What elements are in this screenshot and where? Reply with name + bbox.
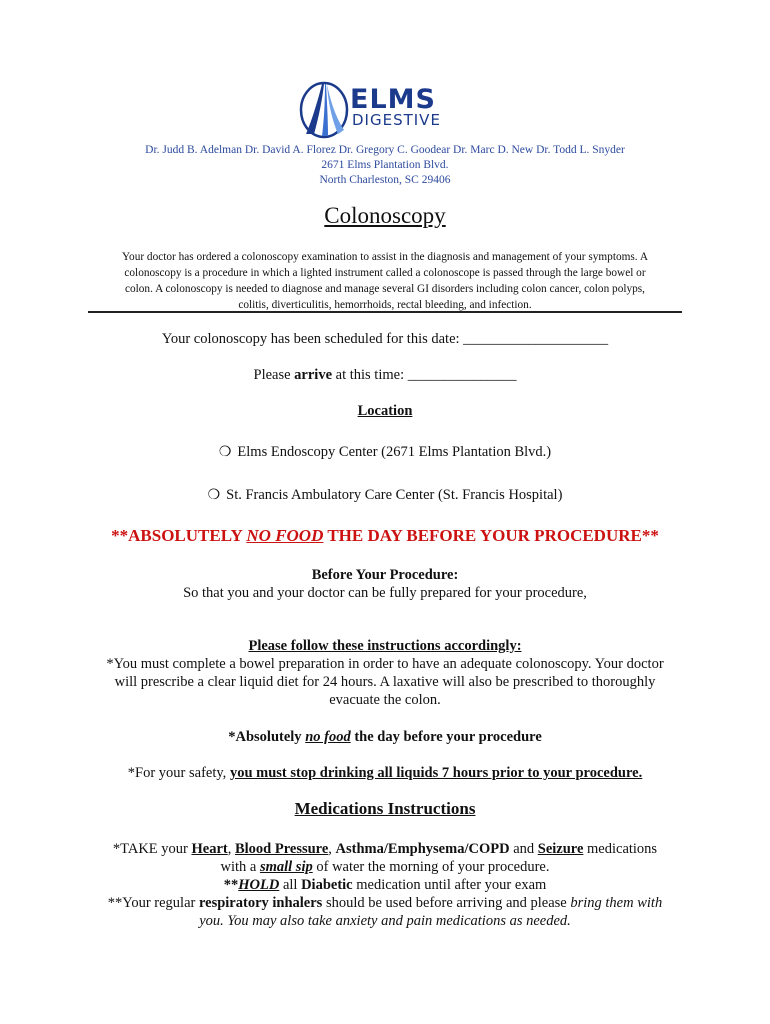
intro-line: colitis, diverticulitis, hemorrhoids, rectal bleeding, and infection. (238, 299, 532, 311)
arrive-pre: Please (253, 367, 295, 383)
address-line-2: North Charleston, SC 29406 (319, 174, 451, 186)
before-heading: Before Your Procedure: (311, 567, 459, 583)
arrive-time-line (0, 367, 770, 384)
logo-swirl-icon (298, 80, 350, 140)
page-title: Colonoscopy (324, 203, 446, 228)
location-option-label: St. Francis Ambulatory Care Center (St. Francis Hospital) (226, 487, 563, 503)
divider (88, 311, 682, 313)
safety-bold: you must stop drinking all liquids 7 hours prior to your procedure. (229, 765, 643, 781)
med-text: with a (220, 859, 260, 875)
med-hold: HOLD (238, 877, 280, 893)
med-diabetic: Diabetic (301, 877, 353, 893)
arrive-post: at this time: _______________ (332, 367, 517, 383)
instruction-line: evacuate the colon. (329, 692, 441, 708)
intro-paragraph (88, 249, 682, 313)
med-text: medication until after your exam (352, 877, 547, 893)
med-text: all (279, 877, 302, 893)
med-text: and (509, 841, 538, 857)
nofood-post: the day before your procedure (350, 729, 542, 745)
warning-post: THE DAY BEFORE YOUR PROCEDURE** (323, 526, 659, 545)
med-text: ** (223, 877, 239, 893)
doctor-list: Dr. Judd B. Adelman Dr. David A. Florez Dr. Gregory C. Goodear Dr. Marc D. New Dr. Todd L. Snyder (145, 144, 625, 156)
nofood-pre: *Absolutely (228, 729, 306, 745)
logo-sub: DIGESTIVE (352, 111, 441, 129)
medications-line-4 (0, 895, 770, 912)
med-asthma: Asthma/Emphysema/COPD (335, 841, 510, 857)
med-bring: bring them with (570, 895, 663, 911)
med-inhalers: respiratory inhalers (198, 895, 323, 911)
elms-digestive-logo (298, 80, 478, 140)
med-text: , (328, 841, 336, 857)
med-seizure: Seizure (537, 841, 584, 857)
intro-line: colonoscopy is a procedure in which a lighted instrument called a colonoscope is passed through the large bowel or (124, 267, 646, 279)
schedule-date-line: Your colonoscopy has been scheduled for this date: ____________________ (161, 331, 609, 347)
medications-line-2 (0, 859, 770, 876)
radio-bullet-icon: ❍ (218, 445, 232, 460)
no-food-warning (0, 526, 770, 546)
address-line-1: 2671 Elms Plantation Blvd. (321, 159, 449, 171)
med-text: should be used before arriving and please (322, 895, 571, 911)
med-bp: Blood Pressure (234, 841, 329, 857)
med-text: medications (583, 841, 658, 857)
location-option-label: Elms Endoscopy Center (2671 Elms Plantation Blvd.) (237, 444, 552, 460)
med-text: *TAKE your (112, 841, 192, 857)
intro-line: colon. A colonoscopy is needed to diagnose and manage several GI disorders including colon cancer, colon polyps, (124, 283, 645, 295)
warning-em: NO FOOD (246, 526, 324, 545)
medications-line-5: you. You may also take anxiety and pain medications as needed. (199, 913, 571, 929)
no-food-instruction (0, 729, 770, 746)
instructions-heading: Please follow these instructions accordingly: (248, 638, 522, 654)
warning-pre: **ABSOLUTELY (111, 526, 247, 545)
safety-pre: *For your safety, (127, 765, 230, 781)
location-option-elms[interactable] (0, 444, 770, 461)
location-option-st-francis[interactable] (0, 487, 770, 504)
nofood-em: no food (305, 729, 351, 745)
before-text: So that you and your doctor can be fully prepared for your procedure, (183, 585, 587, 601)
logo-name: ELMS (350, 84, 436, 115)
med-text: of water the morning of your procedure. (312, 859, 550, 875)
medications-line-3 (0, 877, 770, 894)
med-text: , (227, 841, 235, 857)
instruction-line: *You must complete a bowel preparation in order to have an adequate colonoscopy. Your doctor (106, 656, 664, 672)
arrive-bold: arrive (294, 367, 333, 383)
location-heading: Location (357, 403, 413, 419)
intro-line: Your doctor has ordered a colonoscopy examination to assist in the diagnosis and management of your symptoms. A (122, 251, 648, 263)
med-text: **Your regular (107, 895, 199, 911)
medications-heading: Medications Instructions (294, 799, 476, 818)
safety-instruction (0, 765, 770, 782)
med-heart: Heart (191, 841, 228, 857)
instruction-line: will prescribe a clear liquid diet for 24 hours. A laxative will also be prescribed to thoroughly (114, 674, 656, 690)
radio-bullet-icon: ❍ (207, 488, 221, 503)
medications-line-1 (0, 841, 770, 858)
med-small-sip: small sip (259, 859, 313, 875)
